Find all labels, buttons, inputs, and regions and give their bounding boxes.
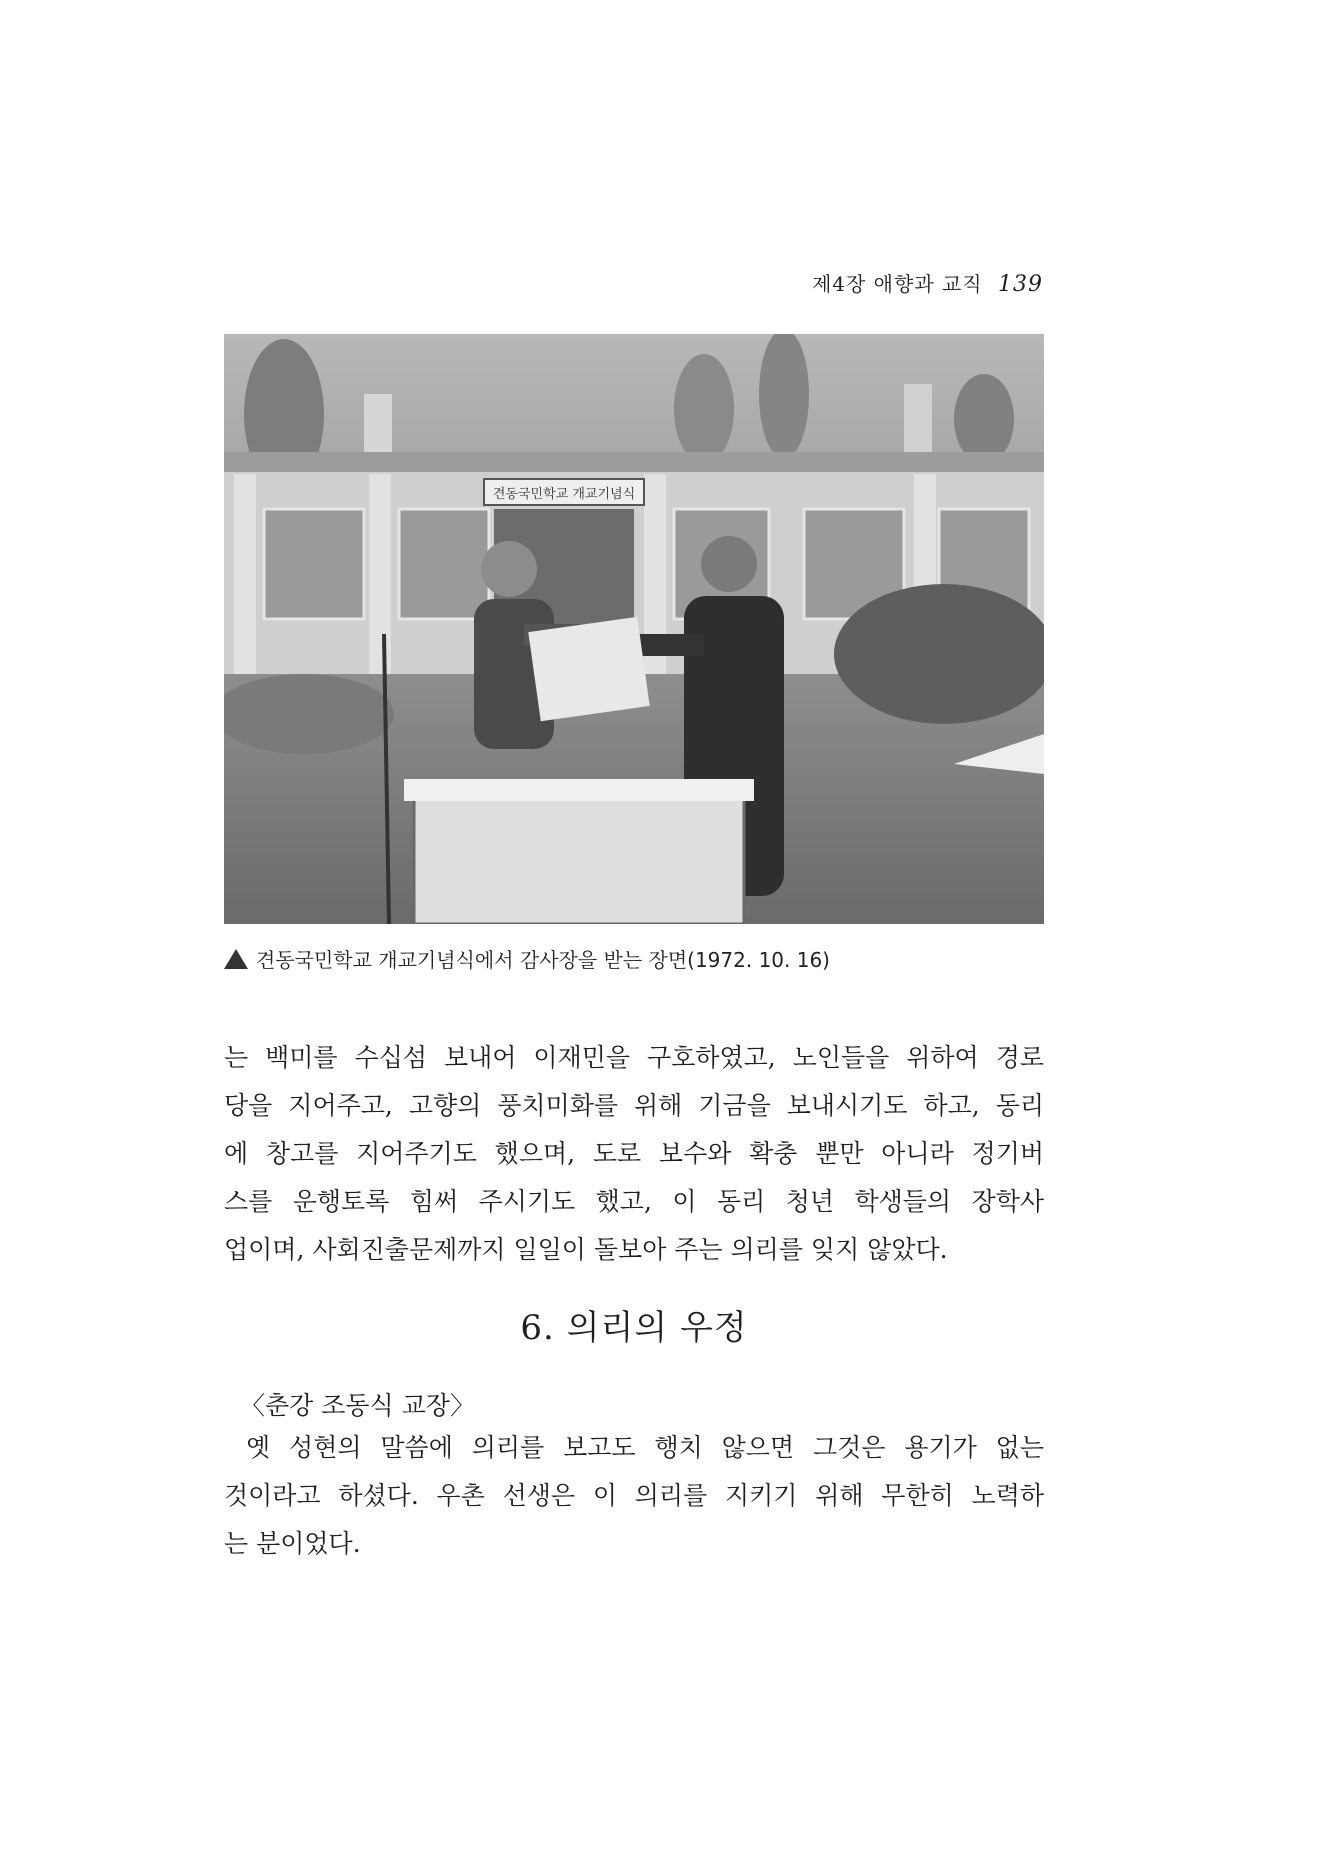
paragraph-1 <box>224 1034 1044 1274</box>
certificate <box>528 617 649 721</box>
section-subtitle: 〈춘강 조동식 교장〉 <box>240 1391 475 1420</box>
photo-illustration <box>224 334 1044 924</box>
paragraph-2 <box>224 1424 1044 1568</box>
triangle-icon <box>224 949 248 969</box>
paragraph-line-text: 옛 성현의 말씀에 의리를 보고도 행치 않으면 그것은 용기가 없는 <box>246 1433 1044 1462</box>
paragraph-line: 것이라고 하셨다. 우촌 선생은 이 의리를 지키기 위해 무한히 노력하 <box>224 1481 1044 1510</box>
paragraph-line: 에 창고를 지어주기도 했으며, 도로 보수와 확충 뿐만 아니라 정기버 <box>224 1139 1044 1168</box>
paragraph-line: 스를 운행토록 힘써 주시기도 했고, 이 동리 청년 학생들의 장학사 <box>224 1187 1044 1216</box>
paragraph-line: 는 백미를 수십섬 보내어 이재민을 구호하였고, 노인들을 위하여 경로 <box>224 1043 1044 1072</box>
table-cover <box>404 779 754 801</box>
paragraph-line: 는 분이었다. <box>224 1529 361 1558</box>
banner-text: 견동국민학교 개교기념식 <box>492 487 636 502</box>
table <box>414 789 744 924</box>
tree <box>954 374 1014 464</box>
tree <box>759 334 809 459</box>
caption-text: 견동국민학교 개교기념식에서 감사장을 받는 장면(1972. 10. 16) <box>256 948 830 972</box>
section-title: 6. 의리의 우정 <box>520 1308 748 1348</box>
chapter-title: 제4장 애향과 교직 <box>811 272 983 296</box>
roof <box>224 452 1044 474</box>
paragraph-line <box>224 1424 1044 1472</box>
paragraph-line: 당을 지어주고, 고향의 풍치미화를 위해 기금을 보내시기도 하고, 동리 <box>224 1091 1044 1120</box>
page-number: 139 <box>998 272 1043 297</box>
shrub <box>834 584 1044 724</box>
ceremony-photo <box>224 334 1044 924</box>
paragraph-line: 업이며, 사회진출문제까지 일일이 돌보아 주는 의리를 잊지 않았다. <box>224 1235 948 1264</box>
photo-caption <box>224 944 830 973</box>
running-header <box>812 268 1043 297</box>
tree <box>674 354 734 464</box>
